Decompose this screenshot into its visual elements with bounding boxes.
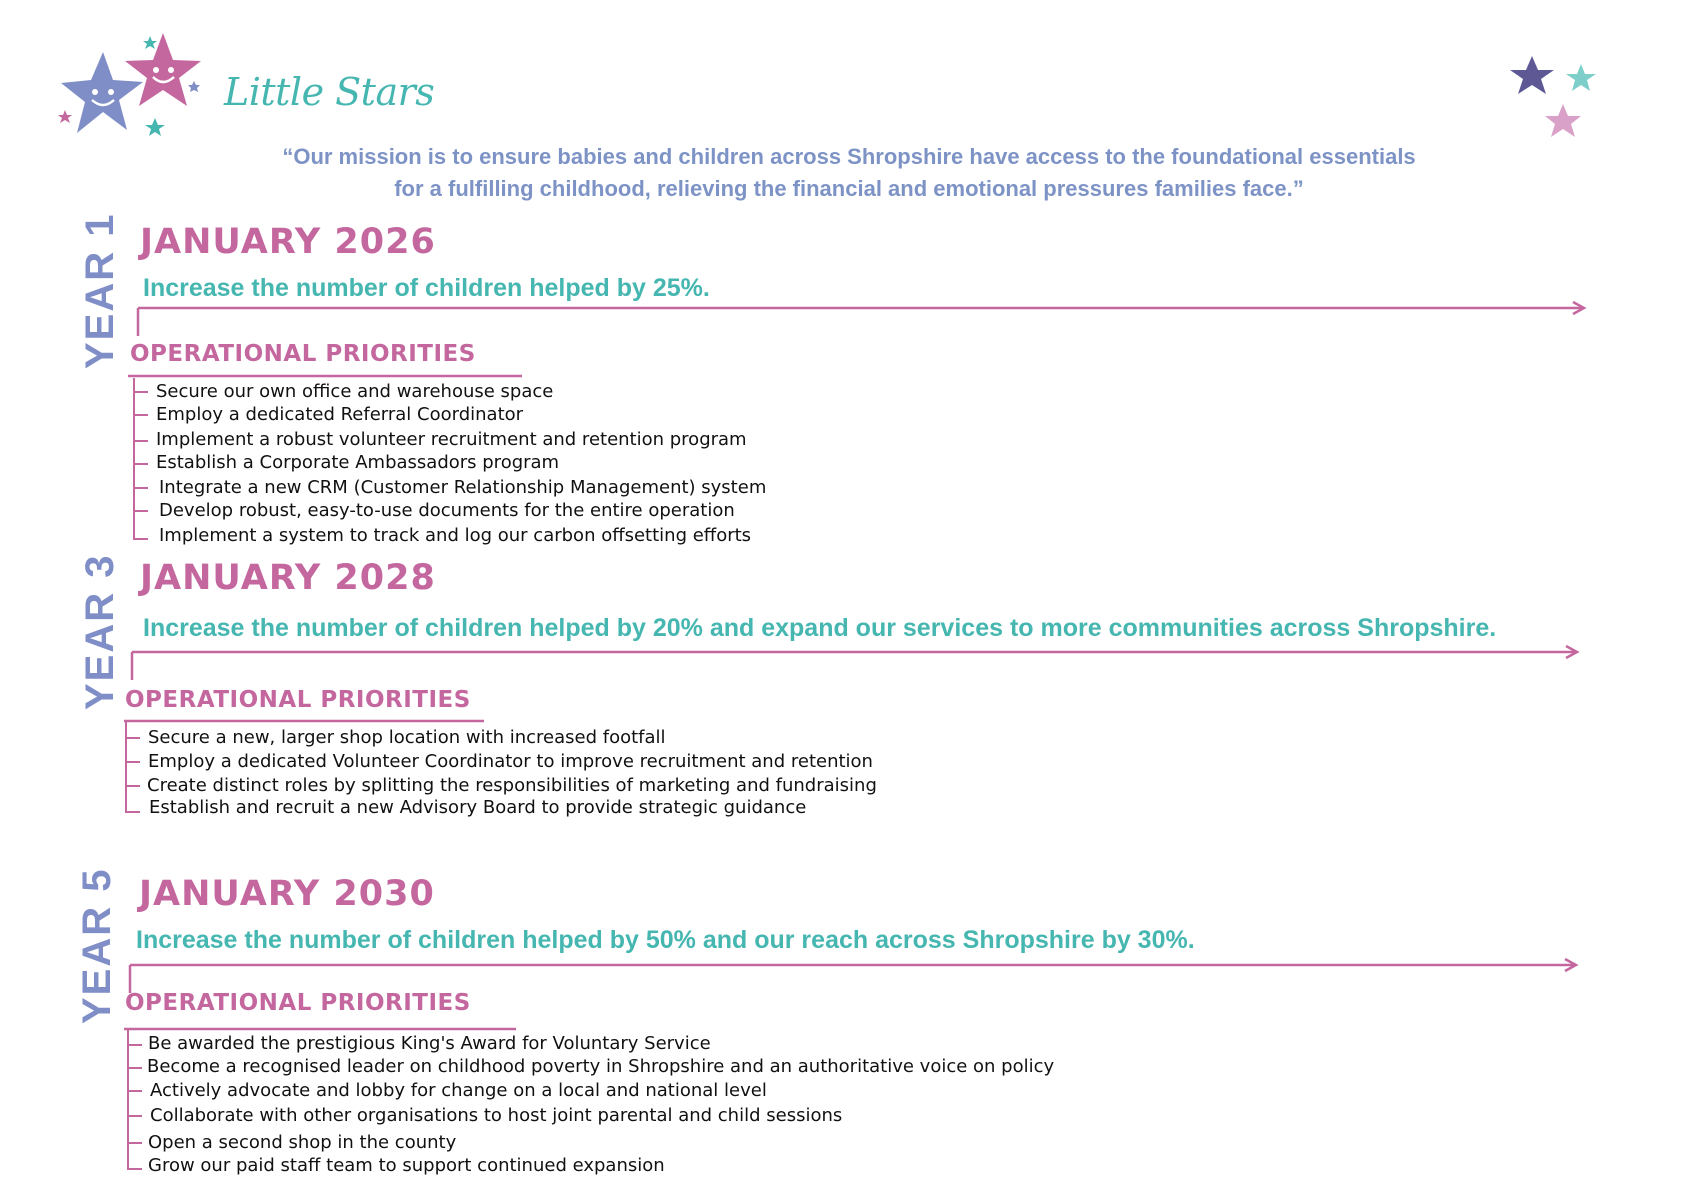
year-label: YEAR 5	[75, 867, 119, 1024]
list-item: Grow our paid staff team to support continued expansion	[148, 1155, 665, 1176]
date-heading: JANUARY 2026	[140, 222, 436, 262]
list-item: Establish a Corporate Ambassadors program	[156, 452, 560, 473]
year-label: YEAR 1	[78, 212, 122, 369]
list-item: Be awarded the prestigious King's Award for Voluntary Service	[148, 1033, 711, 1054]
goal-statement: Increase the number of children helped by 20% and expand our services to more communities across Shropshire.	[143, 614, 1497, 642]
operational-priorities-heading: OPERATIONAL PRIORITIES	[125, 990, 471, 1016]
list-item: Integrate a new CRM (Customer Relationship Management) system	[159, 477, 767, 498]
goal-statement: Increase the number of children helped by 50% and our reach across Shropshire by 30%.	[136, 926, 1195, 954]
mission-line-1: “Our mission is to ensure babies and children across Shropshire have access to the foundational essentials	[282, 144, 1416, 169]
list-item: Implement a system to track and log our carbon offsetting efforts	[159, 525, 752, 546]
year-label: YEAR 3	[78, 553, 122, 710]
list-item: Develop robust, easy-to-use documents for the entire operation	[159, 500, 735, 521]
date-heading: JANUARY 2028	[140, 558, 436, 598]
list-item: Secure a new, larger shop location with increased footfall	[148, 727, 666, 748]
operational-priorities-heading: OPERATIONAL PRIORITIES	[125, 687, 471, 713]
list-item: Actively advocate and lobby for change on a local and national level	[150, 1080, 767, 1101]
mission-line-2: for a fulfilling childhood, relieving the financial and emotional pressures families face.”	[394, 176, 1304, 201]
operational-priorities-heading: OPERATIONAL PRIORITIES	[130, 341, 476, 367]
list-item: Implement a robust volunteer recruitment and retention program	[156, 429, 747, 450]
list-item: Employ a dedicated Volunteer Coordinator to improve recruitment and retention	[148, 751, 873, 772]
date-heading: JANUARY 2030	[139, 874, 435, 914]
list-item: Employ a dedicated Referral Coordinator	[156, 404, 524, 425]
list-item: Secure our own office and warehouse space	[156, 381, 554, 402]
list-item: Establish and recruit a new Advisory Board to provide strategic guidance	[149, 797, 807, 818]
list-item: Collaborate with other organisations to host joint parental and child sessions	[150, 1105, 843, 1126]
list-item: Become a recognised leader on childhood poverty in Shropshire and an authoritative voice on policy	[147, 1056, 1055, 1077]
list-item: Create distinct roles by splitting the responsibilities of marketing and fundraising	[147, 775, 877, 796]
brand-name: Little Stars	[224, 70, 435, 114]
goal-statement: Increase the number of children helped by 25%.	[143, 274, 710, 302]
list-item: Open a second shop in the county	[148, 1132, 457, 1153]
